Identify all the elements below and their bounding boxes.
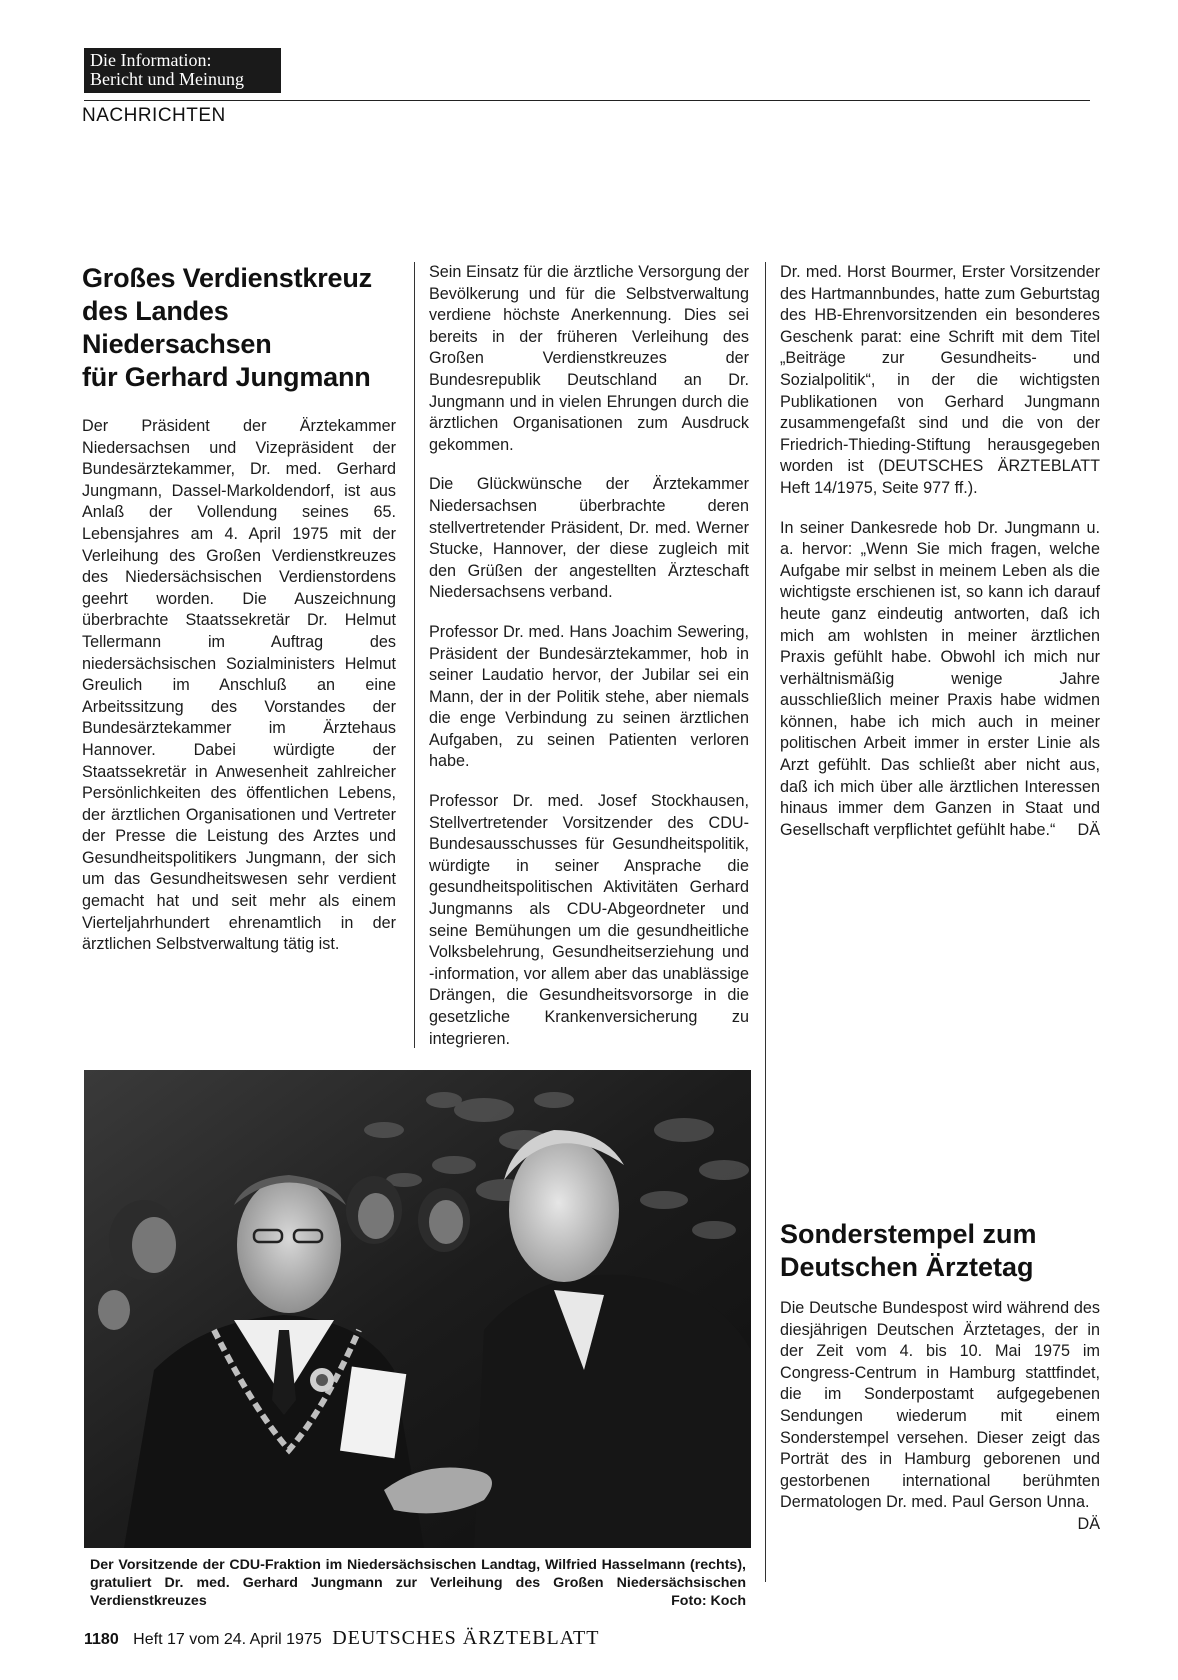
column-divider — [765, 262, 766, 1582]
header-rule — [84, 100, 1090, 101]
headline-line: Deutschen Ärztetag — [780, 1252, 1034, 1282]
page-footer — [84, 1627, 599, 1650]
masthead-box — [84, 48, 281, 93]
headline-line: für Gerhard Jungmann — [82, 362, 371, 392]
masthead-line-1: Die Information: — [90, 50, 212, 70]
article-2-headline — [780, 1218, 1100, 1284]
article-paragraph-text: Die Deutsche Bundespost wird während des diesjährigen Deutschen Ärztetages, der in der Zeit vom 4. bis 10. Mai 1975 im Congress-Centrum in Hamburg stattfindet, die im Sonderpostamt aufgegebenen Sendungen wiederum mit einem Sonderstempel versehen. Dieser zeigt das Porträt des in Hamburg geborenen und gestorbenen international berühmten Dermatologen Dr. med. Paul Gerson Unna. — [780, 1299, 1100, 1512]
news-photo — [84, 1070, 751, 1548]
photo-caption — [90, 1556, 746, 1610]
article-paragraph: Sein Einsatz für die ärztliche Versorgung der Bevölkerung und für die Selbstverwaltung verdiene höchste Anerkennung. Dies sei bereits in der früheren Verleihung des Großen Verdienstkreuzes der Bundesrepublik Deutschland an Dr. Jungmann und in vielen Ehrungen durch die ärztlichen Organisationen zum Ausdruck gekommen. — [429, 263, 749, 454]
article-paragraph: Der Präsident der Ärztekammer Niedersachsen und Vizepräsident der Bundesärztekammer, Dr. med. Gerhard Jungmann, Dassel-Markoldendorf, ist aus Anlaß der Vollendung seines 65. Lebensjahres am 4. April 1975 mit der Verleihung des Großen Verdienstkreuzes des Niedersächsischen Verdienstordens geehrt worden. Die Auszeichnung überbrachte Staatssekretär Dr. Helmut Tellermann im Auftrag des niedersächsischen Sozialministers Helmut Greulich im Anschluß an eine Arbeitssitzung des Vorstandes der Bundesärztekammer im Ärztehaus Hannover. Dabei würdigte der Staatssekretär in Anwesenheit zahlreicher Persönlichkeiten des öffentlichen Lebens, der ärztlichen Organisationen und Vertreter der Presse die Leistung des Arztes und Gesundheitspolitikers Jungmann, der sich um das Gesundheitswesen sehr verdient gemacht hat und seit mehr als einem Vierteljahrhundert ehrenamtlich in der ärztlichen Selbstverwaltung tätig ist. — [82, 417, 396, 954]
article-paragraph: Professor Dr. med. Josef Stockhausen, Stellvertretender Vorsitzender des CDU-Bundesausschusses für Gesundheitspolitik, würdigte in seiner Ansprache die gesundheitspolitischen Aktivitäten Gerhard Jungmanns als CDU-Abgeordneter und seine Bemühungen um die gesundheitliche Volksbelehrung, Gesundheitserziehung und -information, vor allem aber das unablässige Drängen, die Gesundheitsvorsorge in die gesetzliche Krankenversicherung zu integrieren. — [429, 792, 749, 1048]
section-label: NACHRICHTEN — [82, 105, 226, 126]
headline-line: Sonderstempel zum — [780, 1219, 1037, 1249]
article-2-body — [780, 1298, 1100, 1536]
article-column-2 — [429, 262, 749, 1068]
article-headline — [82, 262, 396, 394]
issue-info: Heft 17 vom 24. April 1975 — [133, 1631, 322, 1648]
article-paragraph: Die Glückwünsche der Ärztekammer Niedersachsen überbrachte deren stellvertretender Präsident, Dr. med. Werner Stucke, Hannover, der diese zugleich mit den Grüßen der angestellten Ärzteschaft Niedersachsens verband. — [429, 475, 749, 602]
article-paragraph — [780, 1298, 1100, 1533]
journal-name: DEUTSCHES ÄRZTEBLATT — [332, 1627, 600, 1649]
article-paragraph-text: In seiner Dankesrede hob Dr. Jungmann u. a. hervor: „Wenn Sie mich fragen, welche Aufgabe mir selbst in meinem Leben als die wichtigste erschienen ist, so kann ich darauf heute ganz eindeutig antworten, daß ich mich am wohlsten in meiner ärztlichen Praxis gefühlt habe. Obwohl ich mich nur verhältnismäßig wenige Jahre ausschließlich meiner Praxis habe widmen können, habe ich mich auch in meiner politischen Arbeit immer in erster Linie als Arzt gefühlt. Das schließt aber nicht aus, daß ich mich über alle ärztlichen Interessen hinaus immer dem Ganzen in Staat und Gesellschaft verpflichtet gefühlt habe.“ — [780, 518, 1100, 839]
column-divider — [414, 262, 415, 1048]
author-signature: DÄ — [1077, 820, 1100, 839]
article-paragraph — [780, 518, 1100, 842]
headline-line: Großes Verdienstkreuz — [82, 263, 372, 293]
author-signature: DÄ — [1077, 1514, 1100, 1533]
headline-line: Niedersachsen — [82, 329, 272, 359]
photo-credit: Foto: Koch — [671, 1593, 746, 1609]
article-paragraph: Professor Dr. med. Hans Joachim Sewering, Präsident der Bundesärztekammer, hob in seiner Laudatio hervor, der Jubilar sei ein Mann, der in der Politik stehe, aber niemals die enge Verbindung zu seinen ärztlichen Aufgaben, zu seinen Patienten verloren habe. — [429, 622, 749, 771]
masthead-line-2: Bericht und Meinung — [90, 69, 244, 89]
article-column-3 — [780, 262, 1100, 859]
article-paragraph: Dr. med. Horst Bourmer, Erster Vorsitzender des Hartmannbundes, hatte zum Geburtstag des HB-Ehrenvorsitzenden ein besonderes Geschenk parat: eine Schrift mit dem Titel „Beiträge zur Gesundheits- und Sozialpolitik“, in der die wichtigsten Publikationen von Gerhard Jungmann zusammengefaßt sind und die von der Friedrich-Thieding-Stiftung herausgegeben worden ist (DEUTSCHES ÄRZTEBLATT Heft 14/1975, Seite 977 ff.). — [780, 263, 1100, 497]
photo-image — [84, 1070, 751, 1548]
article-column-1 — [82, 262, 396, 974]
caption-text: Der Vorsitzende der CDU-Fraktion im Niedersächsischen Landtag, Wilfried Hasselmann (rechts), gratuliert Dr. med. Gerhard Jungmann zur Verleihung des Großen Niedersächsischen Verdienstkreuzes — [90, 1557, 746, 1609]
page-number: 1180 — [84, 1631, 119, 1648]
headline-line: des Landes — [82, 296, 229, 326]
